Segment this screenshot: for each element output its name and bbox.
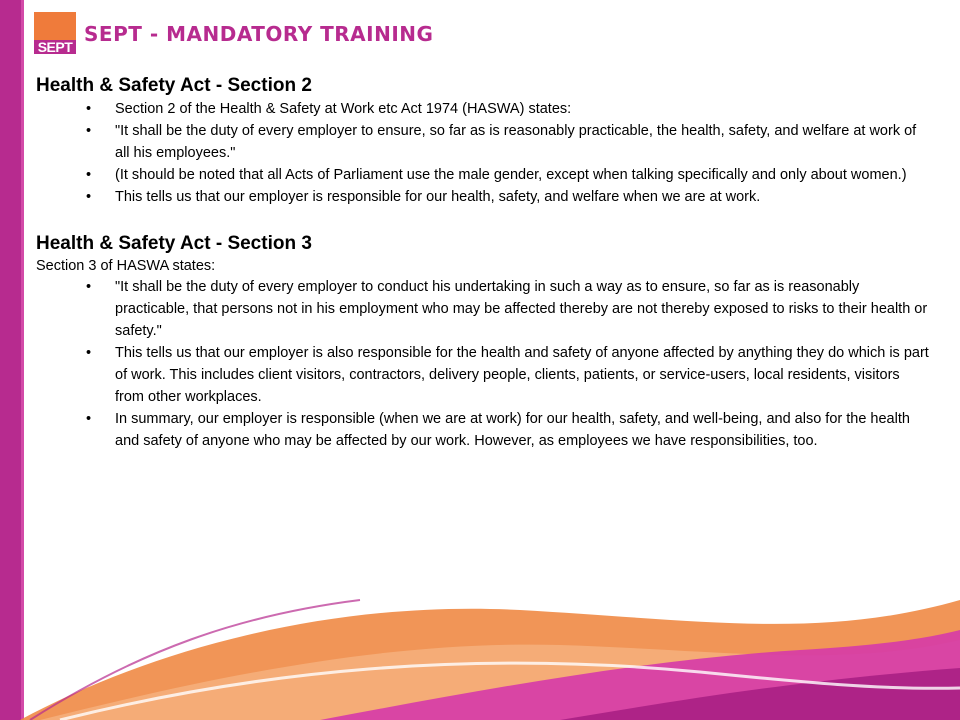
bullet-icon: •: [86, 279, 92, 295]
list-item-text: "It shall be the duty of every employer to ensure, so far as is reasonably practicable, the health, safety, and welfare at work of all his employees.": [115, 123, 917, 161]
slide-content: [36, 74, 936, 452]
section2-bullet-list: [36, 98, 936, 208]
list-item-text: (It should be noted that all Acts of Parliament use the male gender, except when talking specifically and only about women.): [115, 167, 907, 183]
list-item-text: In summary, our employer is responsible (when we are at work) for our health, safety, and well-being, and also for the health and safety of anyone who may be affected by our work. However, as employees we have responsibilities, too.: [115, 411, 910, 449]
list-item: [36, 186, 936, 208]
list-item: [36, 408, 936, 452]
list-item-text: This tells us that our employer is responsible for our health, safety, and welfare when we are at work.: [115, 189, 761, 205]
left-accent-bar: [0, 0, 21, 720]
logo-text: SEPT: [37, 39, 73, 55]
list-item: [36, 276, 936, 342]
section2-heading: Health & Safety Act - Section 2: [36, 75, 312, 96]
bullet-icon: •: [86, 101, 92, 117]
sept-logo: [34, 12, 76, 54]
list-item: [36, 342, 936, 408]
bullet-icon: •: [86, 189, 92, 205]
orange-swoosh: [20, 600, 960, 720]
bullet-icon: •: [86, 411, 92, 427]
left-accent-stripe: [21, 0, 24, 720]
slide-title: SEPT - MANDATORY TRAINING: [84, 22, 434, 46]
white-streak: [60, 663, 960, 720]
bullet-icon: •: [86, 123, 92, 139]
list-item: [36, 164, 936, 186]
logo-orange-block: [34, 12, 76, 40]
section3-heading: Health & Safety Act - Section 3: [36, 233, 312, 254]
list-item: [36, 120, 936, 164]
list-item-text: "It shall be the duty of every employer to conduct his undertaking in such a way as to ensure, so far as is reasonably practicable, that persons not in his employment who may be affected thereby are not thereby exposed to risks to their health or safety.": [115, 279, 928, 339]
purple-streak: [30, 600, 360, 720]
list-item-text: Section 2 of the Health & Safety at Work etc Act 1974 (HASWA) states:: [115, 101, 572, 117]
magenta-swoosh-dark: [560, 668, 960, 720]
bullet-icon: •: [86, 345, 92, 361]
section3-bullet-list: [36, 276, 936, 452]
list-item: [36, 98, 936, 120]
magenta-swoosh: [320, 630, 960, 720]
section-spacer: [36, 208, 936, 232]
orange-swoosh-light: [40, 640, 960, 720]
list-item-text: This tells us that our employer is also responsible for the health and safety of anyone affected by anything they do which is part of work. This includes client visitors, contractors, delivery people, clients, patients, or service-users, local residents, visitors from other workplaces.: [115, 345, 929, 405]
section3-intro: Section 3 of HASWA states:: [36, 258, 216, 274]
bullet-icon: •: [86, 167, 92, 183]
